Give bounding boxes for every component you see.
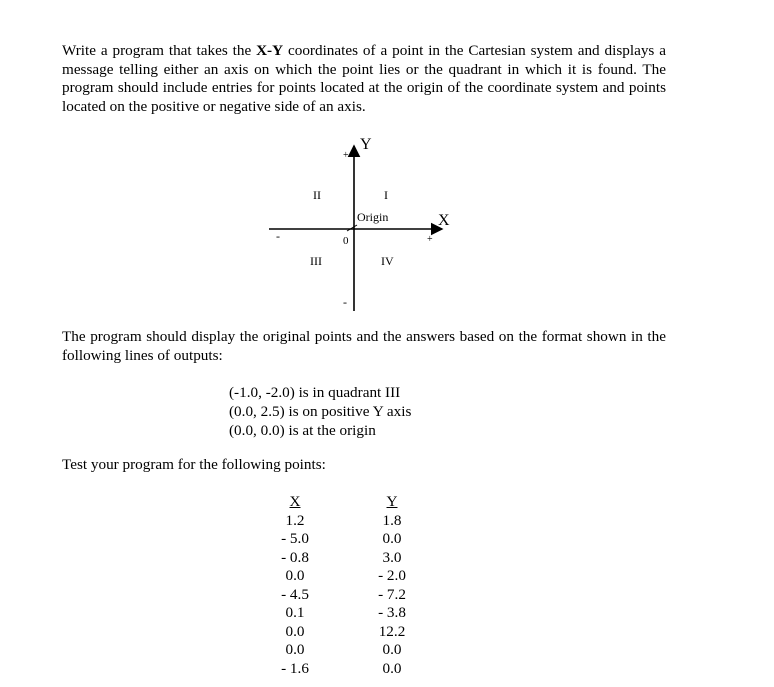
zero-label: 0 [343, 235, 349, 247]
origin-label: Origin [357, 210, 389, 224]
x-value: - 0.8 [281, 548, 309, 566]
x-plus-sign: + [427, 234, 433, 245]
y-value: 0.0 [382, 641, 402, 658]
x-column-header: X [289, 493, 301, 510]
sample-outputs [229, 383, 411, 440]
x-values-column [265, 493, 325, 678]
x-value: 1.2 [285, 511, 305, 529]
quadrant-1-label: I [384, 188, 388, 202]
quadrant-4-label: IV [381, 254, 394, 268]
y-minus-sign: - [343, 295, 347, 309]
statement-bold-xy: X-Y [256, 42, 284, 59]
y-value: 0.0 [382, 659, 402, 677]
y-column-header: Y [386, 493, 398, 510]
y-value: - 3.8 [378, 604, 406, 621]
y-values-column [362, 493, 422, 678]
x-value: 0.0 [285, 641, 305, 658]
quadrant-3-label: III [310, 254, 322, 268]
x-value: 0.1 [285, 604, 305, 621]
y-value: 1.8 [382, 511, 402, 529]
x-minus-sign: - [276, 229, 280, 243]
x-value: 0.0 [285, 567, 305, 584]
statement-text-start: Write a program that takes the [62, 42, 257, 59]
x-value: 0.0 [285, 622, 305, 640]
x-value: - 4.5 [281, 585, 309, 603]
x-axis-label: X [438, 212, 450, 229]
y-value: 12.2 [378, 622, 406, 640]
y-value: 0.0 [382, 530, 402, 547]
x-value: - 1.6 [281, 659, 309, 677]
x-value: - 5.0 [281, 530, 309, 547]
origin-pointer [347, 225, 357, 231]
test-instruction: Test your program for the following points: [62, 456, 326, 473]
statement-text-rest: coordinates of a point in the Cartesian system and displays a message telling either an axis on which the point lies or the quadrant in which it is found. The program should include entries for points located at the origin of the coordinate system and points located on the positive or negative side of an axis. [62, 42, 666, 115]
y-axis-label: Y [360, 136, 372, 153]
y-value: 3.0 [382, 548, 402, 566]
y-value: - 2.0 [378, 567, 406, 584]
format-description: The program should display the original points and the answers based on the format shown in the following lines of outputs: [62, 328, 666, 364]
y-value: - 7.2 [378, 585, 406, 603]
quadrant-2-label: II [313, 188, 321, 202]
sample-output-line: (-1.0, -2.0) is in quadrant III [229, 384, 401, 401]
y-plus-sign: + [343, 150, 349, 161]
sample-output-line: (0.0, 2.5) is on positive Y axis [229, 403, 412, 420]
sample-output-line: (0.0, 0.0) is at the origin [229, 422, 376, 439]
